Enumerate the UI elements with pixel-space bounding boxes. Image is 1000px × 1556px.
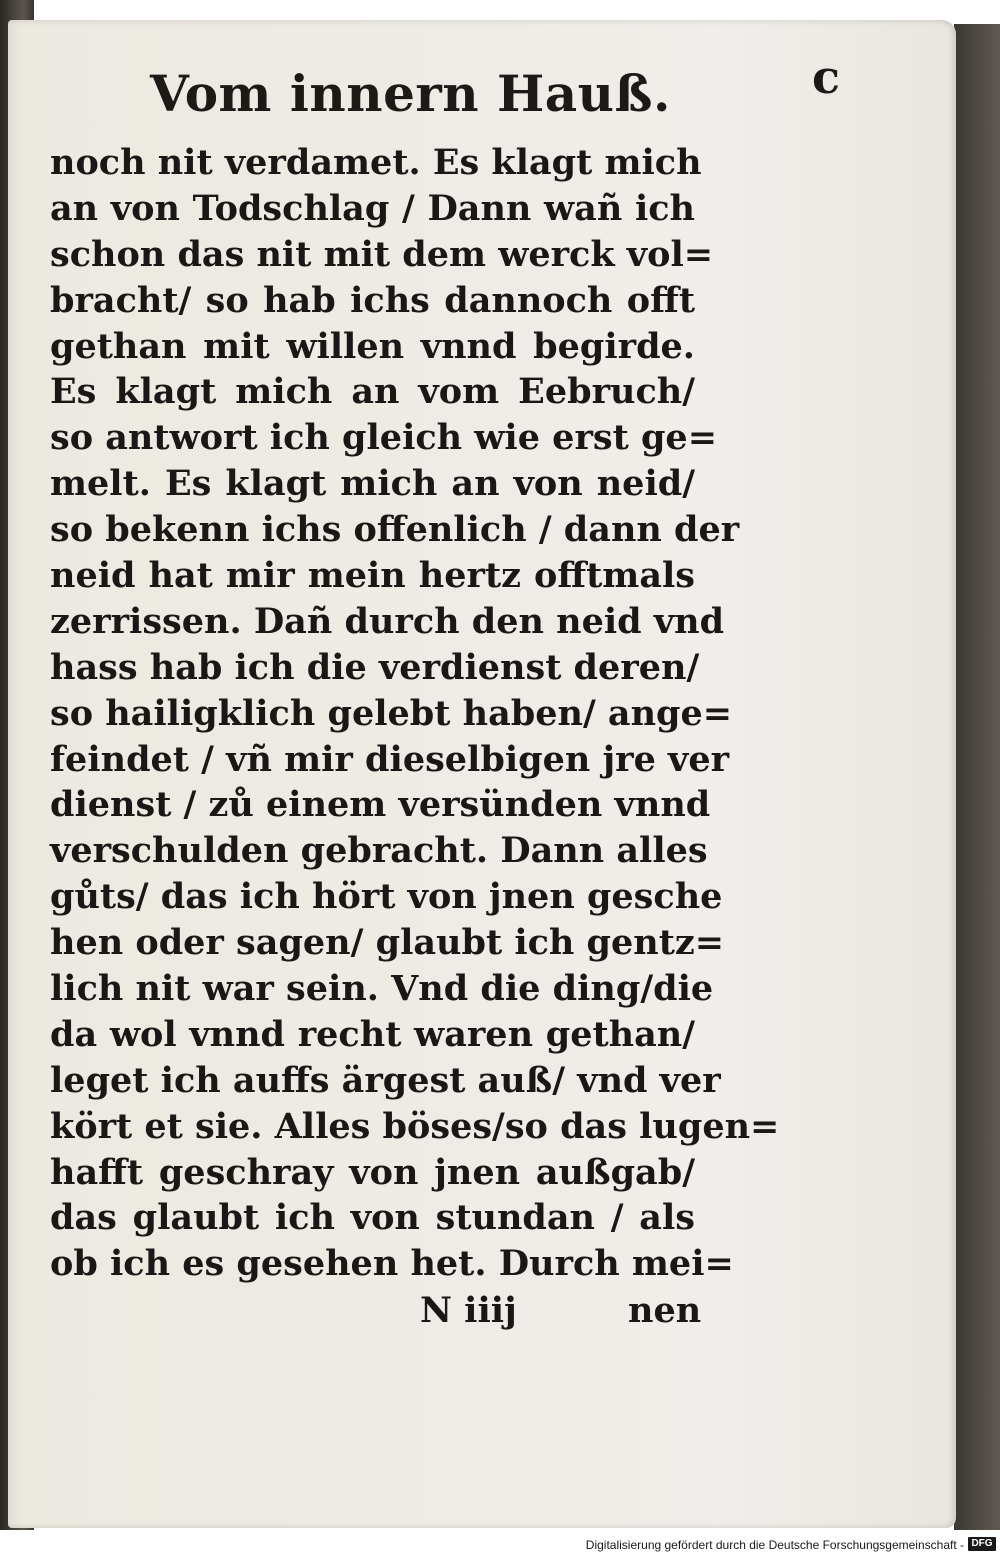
text-line: an von Todschlag / Dann wañ ich <box>50 187 695 229</box>
signature-mark: c <box>812 50 841 104</box>
body-text <box>50 140 780 1287</box>
funding-credit: Digitalisierung gefördert durch die Deutsche Forschungsgemeinschaft - <box>585 1538 964 1552</box>
text-line: gůts/ das ich hört von jnen gesche <box>50 876 723 918</box>
text-line: feindet / vñ mir dieselbigen jre ver <box>50 738 730 780</box>
text-line: da wol vnnd recht waren gethan/ <box>50 1013 695 1055</box>
text-line: bracht/ so hab ichs dannoch offt <box>50 279 695 321</box>
gathering-signature: N iiij <box>420 1290 517 1331</box>
text-line: lich nit war sein. Vnd die ding/die <box>50 968 714 1010</box>
page-edge-shadow <box>954 24 1000 1530</box>
text-line: melt. Es klagt mich an von neid/ <box>50 463 695 505</box>
text-line: leget ich auffs ärgest auß/ vnd ver <box>50 1059 721 1101</box>
dfg-logo-icon: DFG <box>968 1537 996 1551</box>
text-line: verschulden gebracht. Dann alles <box>50 830 708 872</box>
text-line: hen oder sagen/ glaubt ich gentz= <box>50 922 725 964</box>
text-line: ob ich es gesehen het. Durch mei= <box>50 1243 734 1285</box>
text-line: hafft geschray von jnen außgab/ <box>50 1151 695 1193</box>
text-line: hass hab ich die verdienst deren/ <box>50 646 700 688</box>
text-line: so bekenn ichs offenlich / dann der <box>50 509 740 551</box>
text-line: dienst / zů einem versünden vnnd <box>50 784 711 826</box>
text-line: zerrissen. Dañ durch den neid vnd <box>50 600 725 642</box>
text-line: gethan mit willen vnnd begirde. <box>50 325 695 367</box>
text-line: so antwort ich gleich wie erst ge= <box>50 417 718 459</box>
text-line: kört et sie. Alles böses/so das lugen= <box>50 1105 780 1147</box>
running-head: Vom innern Hauß. <box>150 64 671 123</box>
footer-bar <box>0 1534 1000 1556</box>
text-line: noch nit verdamet. Es klagt mich <box>50 142 702 183</box>
catchword: nen <box>628 1290 702 1331</box>
text-line: so hailigklich gelebt haben/ ange= <box>50 692 733 734</box>
text-line: neid hat mir mein hertz offtmals <box>50 555 695 597</box>
text-line: Es klagt mich an vom Eebruch/ <box>50 371 695 413</box>
text-line: das glaubt ich von stundan / als <box>50 1197 695 1239</box>
text-line: schon das nit mit dem werck vol= <box>50 233 714 275</box>
